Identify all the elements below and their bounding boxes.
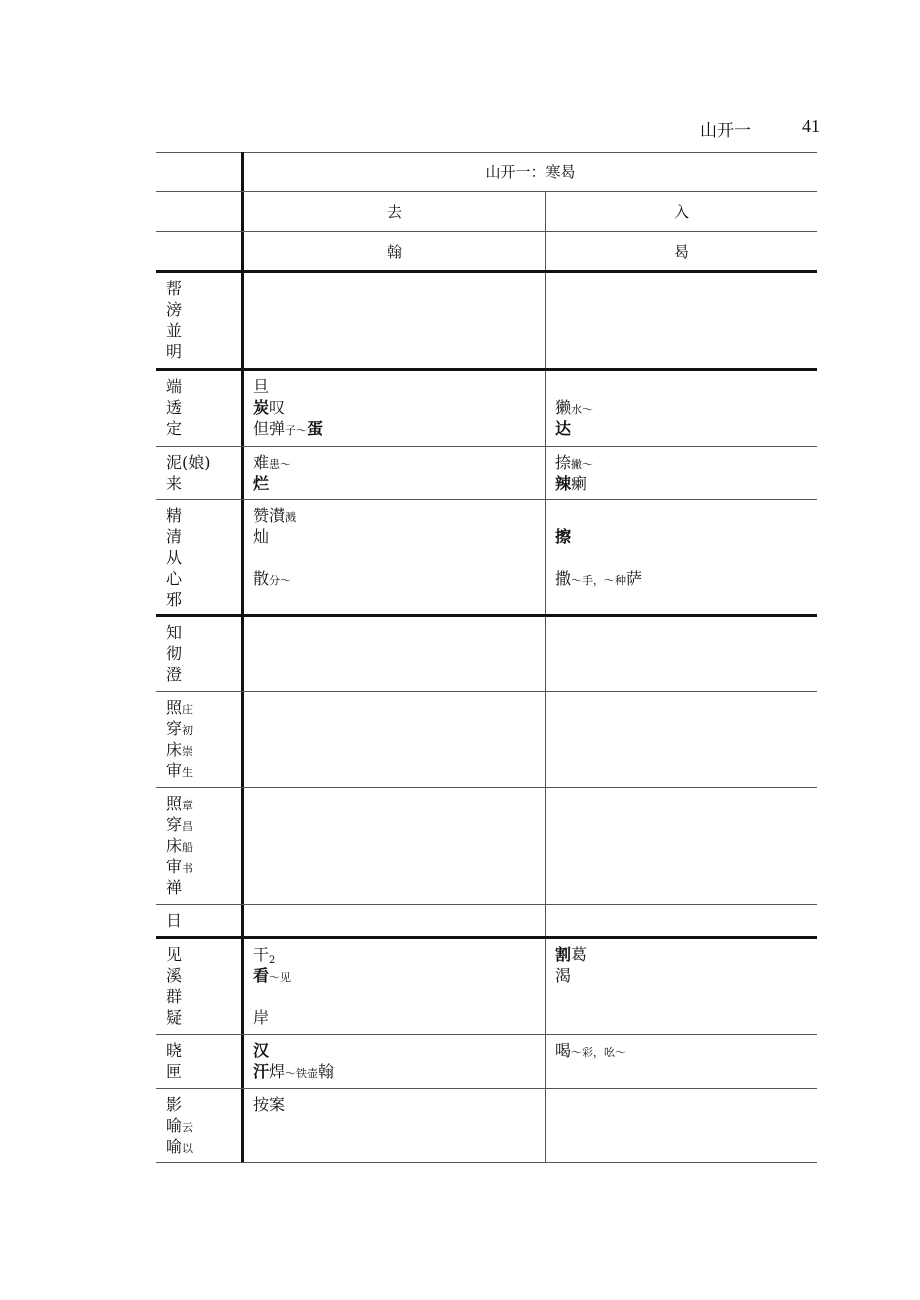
initial-label: 照 (166, 698, 183, 717)
tone-qu-label: 去 (386, 203, 402, 221)
initial-label: 床 (166, 740, 183, 759)
initial-sub-label: 以 (182, 1142, 194, 1155)
character: 赞 (253, 506, 270, 525)
qu-cell (244, 692, 546, 787)
group-title-cell (244, 152, 817, 191)
initial-sub-label: 章 (182, 799, 194, 812)
ru-cell (546, 1035, 817, 1088)
initial-label: 从 (166, 548, 183, 567)
character: 葛 (571, 945, 588, 964)
initial-label: 定 (166, 419, 183, 438)
character: 旦 (253, 377, 270, 396)
initial-label: 禅 (166, 878, 183, 897)
character-bold: 看 (253, 966, 270, 985)
ru-cell (546, 447, 817, 499)
initial-label: 帮 (166, 279, 183, 298)
table-row (156, 500, 817, 617)
gloss-note: 水～ (571, 403, 594, 416)
qu-cell (244, 273, 546, 368)
ru-cell (546, 788, 817, 904)
gloss-note: 溅 (285, 511, 297, 524)
initial-label: 群 (166, 987, 183, 1006)
qu-cell (244, 1089, 546, 1162)
character: 翰 (318, 1062, 335, 1081)
character: 按案 (253, 1095, 286, 1114)
initial-sub-label: 船 (182, 841, 194, 854)
initial-label: 清 (166, 527, 183, 546)
gloss-note: 患～ (269, 458, 292, 471)
group-title: 山开一：寒曷 (485, 163, 576, 181)
rhyme-ru-label: 曷 (673, 242, 689, 261)
variant-subscript: 2 (269, 955, 276, 966)
initials-cell (156, 1089, 244, 1162)
gloss-note: ～见 (269, 971, 292, 984)
character: 但弹 (253, 419, 286, 438)
tone-ru-cell (546, 192, 817, 231)
header-blank-cell (156, 152, 244, 191)
gloss-note: ～手，～种 (571, 574, 627, 587)
initial-label: 澄 (166, 665, 183, 684)
ru-cell (546, 905, 817, 936)
initial-label: 日 (166, 911, 183, 930)
initials-cell (156, 500, 244, 614)
table-row (156, 939, 817, 1035)
initial-sub-label: 庄 (182, 703, 194, 716)
character-bold: 炭 (253, 398, 270, 417)
table-header-group-row (156, 152, 817, 192)
initials-cell (156, 447, 244, 499)
header-blank-cell (156, 192, 244, 231)
initial-label: 影 (166, 1095, 183, 1114)
character-bold: 辣 (555, 474, 572, 493)
table-row (156, 905, 817, 939)
qu-cell (244, 905, 546, 936)
initial-label: 滂 (166, 300, 183, 319)
initial-label: 泥(娘) (166, 453, 211, 472)
character: 萨 (626, 569, 643, 588)
character: 散 (253, 569, 270, 588)
initial-label: 明 (166, 342, 183, 361)
table-row (156, 1035, 817, 1089)
initial-label: 邪 (166, 590, 183, 609)
character-bold: 割 (555, 945, 572, 964)
initial-label: 透 (166, 398, 183, 417)
ru-cell (546, 500, 817, 614)
ru-cell (546, 939, 817, 1034)
initial-label: 溪 (166, 966, 183, 985)
tone-qu-cell (244, 192, 546, 231)
initial-sub-label: 云 (182, 1121, 194, 1134)
initial-label: 穿 (166, 719, 183, 738)
initial-label: 疑 (166, 1008, 183, 1027)
initials-cell (156, 692, 244, 787)
qu-cell (244, 939, 546, 1034)
qu-cell (244, 371, 546, 446)
initial-label: 精 (166, 506, 183, 525)
initial-label: 喻 (166, 1137, 183, 1156)
qu-cell (244, 447, 546, 499)
rhyme-qu-cell (244, 232, 546, 270)
table-row (156, 1089, 817, 1163)
table-row (156, 788, 817, 905)
initial-label: 知 (166, 623, 183, 642)
initial-label: 並 (166, 321, 183, 340)
character: 渴 (555, 966, 572, 985)
qu-cell (244, 500, 546, 614)
character: 喝 (555, 1041, 572, 1060)
initial-label: 彻 (166, 644, 183, 663)
initial-label: 见 (166, 945, 183, 964)
initials-cell (156, 939, 244, 1034)
initial-label: 晓 (166, 1041, 183, 1060)
character: 灿 (253, 527, 270, 546)
header-blank-cell (156, 232, 244, 270)
initials-cell (156, 905, 244, 936)
tone-ru-label: 入 (673, 203, 689, 221)
initial-label: 端 (166, 377, 183, 396)
initial-label: 照 (166, 794, 183, 813)
character: 撒 (555, 569, 572, 588)
character: 难 (253, 453, 270, 472)
character: 獭 (555, 398, 572, 417)
character-bold: 达 (555, 419, 572, 438)
rhyme-table (156, 152, 817, 1163)
page-number: 41 (802, 116, 820, 136)
table-row (156, 371, 817, 447)
qu-cell (244, 617, 546, 691)
ru-cell (546, 1089, 817, 1162)
character-bold: 汗 (253, 1062, 270, 1081)
character-bold: 烂 (253, 474, 270, 493)
initials-cell (156, 273, 244, 368)
initial-label: 审 (166, 761, 183, 780)
initial-sub-label: 书 (182, 862, 194, 875)
initial-sub-label: 生 (182, 766, 194, 779)
initials-cell (156, 1035, 244, 1088)
initial-sub-label: 初 (182, 724, 194, 737)
qu-cell (244, 788, 546, 904)
rhyme-ru-cell (546, 232, 817, 270)
qu-cell (244, 1035, 546, 1088)
initial-label: 匣 (166, 1062, 183, 1081)
table-header-tone-row (156, 192, 817, 232)
character: 瘌 (571, 474, 588, 493)
character-bold: 擦 (555, 527, 572, 546)
page-header (690, 116, 820, 142)
table-row (156, 692, 817, 788)
initials-cell (156, 371, 244, 446)
table-header-rhyme-row (156, 232, 817, 273)
ru-cell (546, 617, 817, 691)
gloss-note: ～铁壶 (285, 1067, 319, 1080)
initial-label: 审 (166, 857, 183, 876)
initial-label: 喻 (166, 1116, 183, 1135)
character-bold: 汉 (253, 1041, 270, 1060)
initials-cell (156, 617, 244, 691)
character-bold: 蛋 (307, 419, 324, 438)
gloss-note: 子～ (285, 424, 308, 437)
table-row (156, 447, 817, 500)
initials-cell (156, 788, 244, 904)
character: 焊 (269, 1062, 286, 1081)
table-row (156, 617, 817, 692)
initial-sub-label: 崇 (182, 745, 194, 758)
character: 叹 (269, 398, 286, 417)
gloss-note: ～彩，吆～ (571, 1046, 627, 1059)
initial-label: 穿 (166, 815, 183, 834)
rhyme-qu-label: 翰 (386, 242, 402, 261)
character: 捺 (555, 453, 572, 472)
initial-sub-label: 昌 (182, 820, 194, 833)
character: 濽 (269, 506, 286, 525)
running-title: 山开一 (700, 121, 751, 141)
initial-label: 床 (166, 836, 183, 855)
table-row (156, 273, 817, 371)
gloss-note: 分～ (269, 574, 292, 587)
character: 岸 (253, 1008, 270, 1027)
initial-label: 心 (166, 569, 183, 588)
initial-label: 来 (166, 474, 183, 493)
ru-cell (546, 371, 817, 446)
gloss-note: 撇～ (571, 458, 594, 471)
ru-cell (546, 273, 817, 368)
ru-cell (546, 692, 817, 787)
character: 干 (253, 945, 270, 964)
